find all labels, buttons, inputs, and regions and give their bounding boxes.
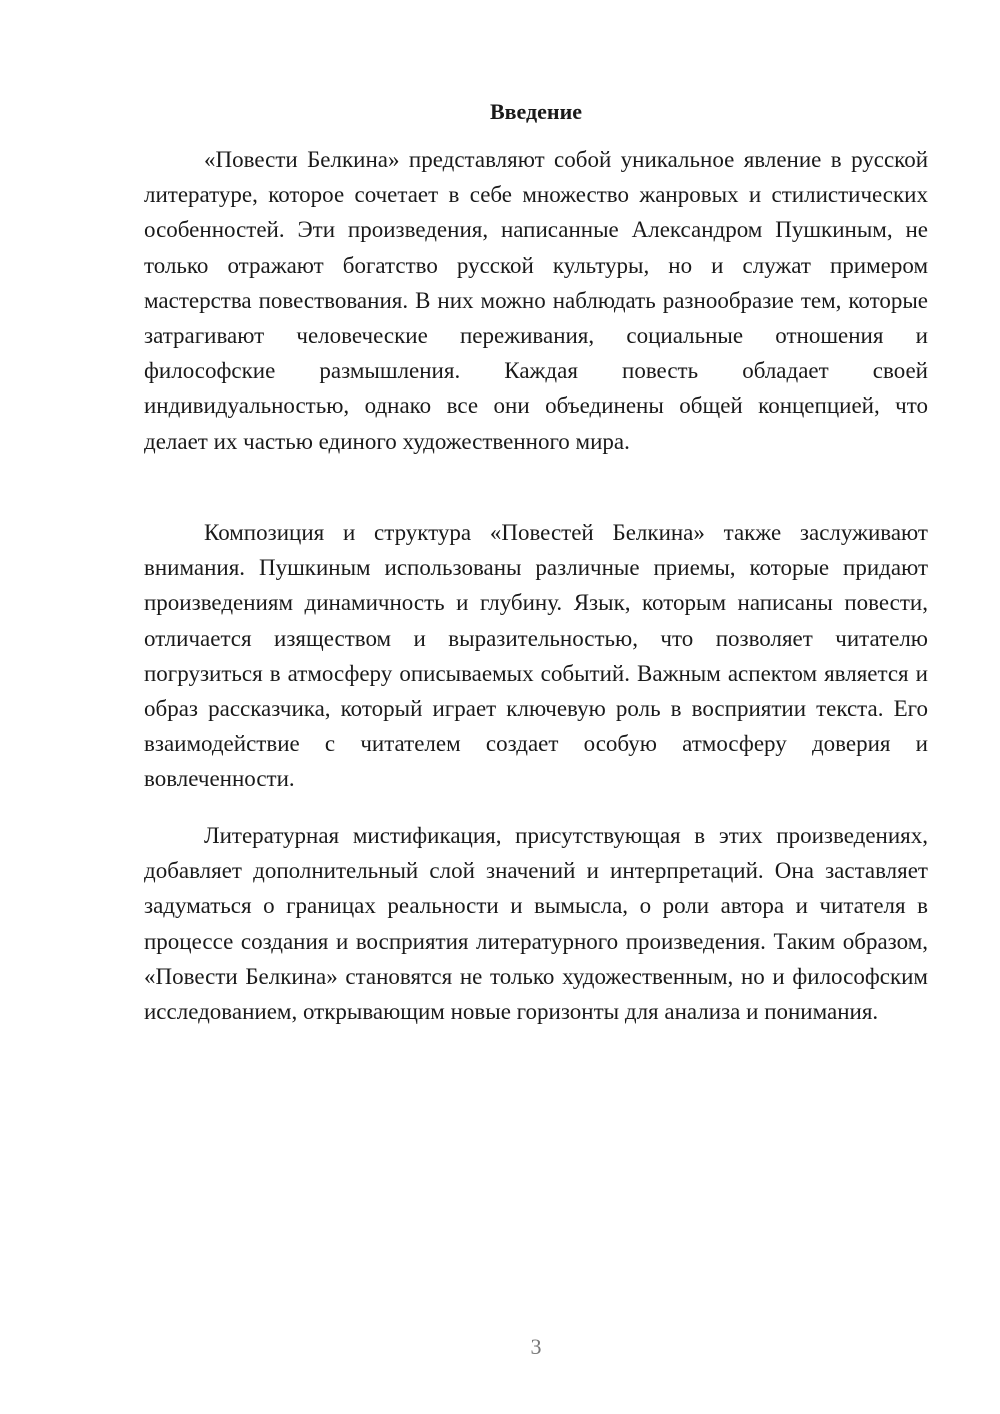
paragraph-2: Композиция и структура «Повестей Белкина» также заслуживают внимания. Пушкиным использованы различные приемы, которые придают произведениям динамичность и глубину. Язык, которым написаны повести, отличается изяществом и выразительностью, что позволяет читателю погрузиться в атмосферу описываемых событий. Важным аспектом является и образ рассказчика, который играет ключевую роль в восприятии текста. Его взаимодействие с читателем создает особую атмосферу доверия и вовлеченности. [144,520,928,792]
paragraph-3: Литературная мистификация, присутствующая в этих произведениях, добавляет дополнительный слой значений и интерпретаций. Она заставляет задуматься о границах реальности и вымысла, о роли автора и читателя в процессе создания и восприятия литературного произведения. Таким образом, «Повести Белкина» становятся не только художественным, но и философским исследованием, открывающим новые горизонты для анализа и понимания. [144,823,928,1025]
section-title: Введение [489,99,583,124]
paragraph-1: «Повести Белкина» представляют собой уникальное явление в русской литературе, которое сочетает в себе множество жанровых и стилистических особенностей. Эти произведения, написанные Александром Пушкиным, не только отражают богатство русской культуры, но и служат примером мастерства повествования. В них можно наблюдать разнообразие тем, которые затрагивают человеческие переживания, социальные отношения и философские размышления. Каждая повесть обладает своей индивидуальностью, однако все они объединены общей концепцией, что делает их частью единого художественного мира. [144,147,928,454]
page-number: 3 [530,1334,542,1359]
